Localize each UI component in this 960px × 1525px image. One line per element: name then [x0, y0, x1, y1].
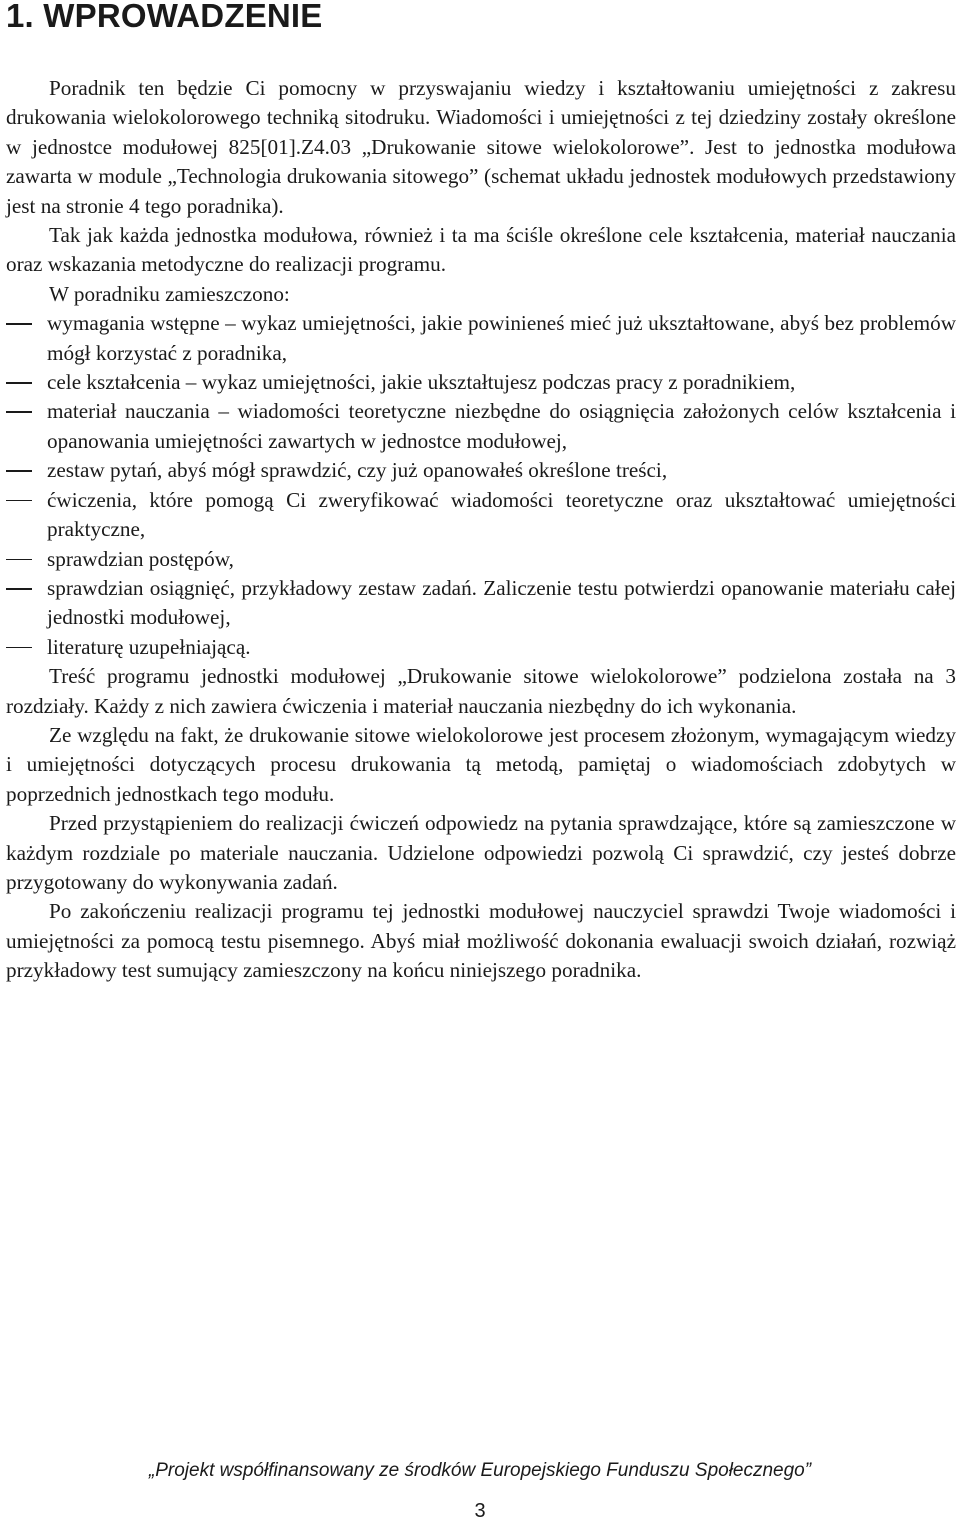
list-item: cele kształcenia – wykaz umiejętności, jakie ukształtujesz podczas pracy z poradnikiem,: [6, 368, 956, 397]
section-heading: 1. WPROWADZENIE: [6, 0, 323, 34]
list-item: sprawdzian osiągnięć, przykładowy zestaw zadań. Zaliczenie testu potwierdzi opanowanie materiału całej jednostki modułowej,: [6, 574, 956, 633]
paragraph-unit-goals: Tak jak każda jednostka modułowa, również i ta ma ściśle określone cele kształcenia, materiał nauczania oraz wskazania metodyczne do realizacji programu.: [6, 223, 956, 277]
list-item: sprawdzian postępów,: [6, 545, 956, 574]
project-footer: „Projekt współfinansowany ze środków Europejskiego Funduszu Społecznego”: [148, 1460, 812, 1481]
paragraph-complexity: Ze względu na fakt, że drukowanie sitowe wielokolorowe jest procesem złożonym, wymagającym wiedzy i umiejętności dotyczących procesu drukowania tą metodą, pamiętaj o wiadomościach zdobytych w poprzednich jednostkach tego modułu.: [6, 722, 956, 806]
list-item: ćwiczenia, które pomogą Ci zweryfikować wiadomości teoretyczne oraz ukształtować umiejętności praktyczne,: [6, 486, 956, 545]
list-item: materiał nauczania – wiadomości teoretyczne niezbędne do osiągnięcia założonych celów kształcenia i opanowania umiejętności zawartych w jednostce modułowej,: [6, 397, 956, 456]
paragraph-program-structure: Treść programu jednostki modułowej „Drukowanie sitowe wielokolorowe” podzielona została na 3 rozdziały. Każdy z nich zawiera ćwiczenia i materiał nauczania niezbędny do ich wykonania.: [6, 664, 956, 718]
list-item: wymagania wstępne – wykaz umiejętności, jakie powinieneś mieć już ukształtowane, abyś bez problemów mógł korzystać z poradnika,: [6, 309, 956, 368]
body-text: [6, 74, 956, 986]
contents-list: [6, 309, 956, 662]
paragraph-list-intro: W poradniku zamieszczono:: [49, 281, 290, 306]
paragraph-intro: Poradnik ten będzie Ci pomocny w przyswajaniu wiedzy i kształtowaniu umiejętności z zakresu drukowania wielokolorowego techniką sitodruku. Wiadomości i umiejętności z tej dziedziny zostały określone w jednostce modułowej 825[01].Z4.03 „Drukowanie sitowe wielokolorowe”. Jest to jednostka modułowa zawarta w module „Technologia drukowania sitowego” (schemat układu jednostek modułowych przedstawiony jest na stronie 4 tego poradnika).: [6, 76, 956, 218]
paragraph-final-test: Po zakończeniu realizacji programu tej jednostki modułowej nauczyciel sprawdzi Twoje wiadomości i umiejętności za pomocą testu pisemnego. Abyś miał możliwość dokonania ewaluacji swoich działań, rozwiąż przykładowy test sumujący zamieszczony na końcu niniejszego poradnika.: [6, 899, 956, 983]
list-item: zestaw pytań, abyś mógł sprawdzić, czy już opanowałeś określone treści,: [6, 456, 956, 485]
paragraph-exercises: Przed przystąpieniem do realizacji ćwiczeń odpowiedz na pytania sprawdzające, które są zamieszczone w każdym rozdziale po materiale nauczania. Udzielone odpowiedzi pozwolą Ci sprawdzić, czy jesteś dobrze przygotowany do wykonywania zadań.: [6, 811, 956, 894]
list-item: literaturę uzupełniającą.: [6, 633, 956, 662]
page-number: 3: [474, 1500, 486, 1522]
